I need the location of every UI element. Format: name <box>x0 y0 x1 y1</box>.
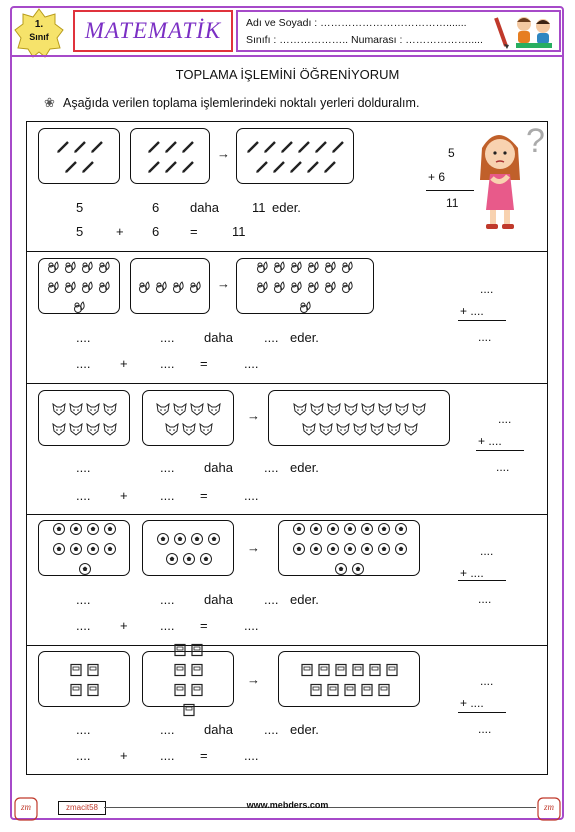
book-icon <box>190 643 204 657</box>
vertical-top-number: 5 <box>448 146 455 160</box>
pencil-icon <box>246 140 260 154</box>
pencil-icon <box>331 140 345 154</box>
eder-word: eder. <box>290 592 319 607</box>
sum-text: 11 <box>252 200 266 215</box>
soccer-ball-icon <box>69 522 83 536</box>
plus-sign: + <box>120 618 128 633</box>
book-icon <box>173 683 187 697</box>
sum-text[interactable]: .... <box>264 460 279 475</box>
squirrel-icon <box>47 280 61 294</box>
fox-icon <box>412 402 426 416</box>
squirrel-icon <box>138 280 152 294</box>
squirrel-icon <box>299 300 313 314</box>
flower-bullet-icon: ❀ <box>44 95 55 110</box>
book-icon <box>351 663 365 677</box>
fox-icon <box>52 402 66 416</box>
vertical-sum-number[interactable]: .... <box>478 330 492 344</box>
vertical-sum-number[interactable]: .... <box>496 460 510 474</box>
group-a-box <box>38 651 130 707</box>
soccer-ball-icon <box>182 552 196 566</box>
fox-icon <box>52 422 66 436</box>
vertical-plus-number[interactable]: + .... <box>460 696 484 710</box>
svg-text:?: ? <box>526 122 545 160</box>
group-b-box <box>130 258 210 314</box>
soccer-ball-icon <box>199 552 213 566</box>
book-icon <box>173 643 187 657</box>
soccer-ball-icon <box>377 522 391 536</box>
arrow-right-icon: → <box>247 540 260 555</box>
soccer-ball-icon <box>86 542 100 556</box>
fox-icon <box>370 422 384 436</box>
fox-icon <box>86 402 100 416</box>
row-divider <box>26 251 548 252</box>
fox-icon <box>103 422 117 436</box>
vertical-plus-number[interactable]: + .... <box>478 434 502 448</box>
squirrel-icon <box>98 260 112 274</box>
soccer-ball-icon <box>103 542 117 556</box>
group-sum-box <box>236 258 374 314</box>
source-tag: zmacit58 <box>58 801 106 815</box>
book-icon <box>334 663 348 677</box>
equation-sum-text: 11 <box>232 224 246 239</box>
equation-sum-text[interactable]: .... <box>244 488 259 503</box>
vertical-plus-number[interactable]: + .... <box>460 566 484 580</box>
fox-icon <box>361 402 375 416</box>
pencil-icon <box>73 140 87 154</box>
book-icon <box>368 663 382 677</box>
squirrel-icon <box>81 280 95 294</box>
equation-b-text[interactable]: .... <box>160 618 175 633</box>
soccer-ball-icon <box>52 522 66 536</box>
squirrel-icon <box>189 280 203 294</box>
pencil-icon <box>263 140 277 154</box>
name-field[interactable]: Adı ve Soyadı : ………………………………....... <box>246 17 467 29</box>
squirrel-icon <box>155 280 169 294</box>
daha-word: daha <box>190 200 219 215</box>
instruction-text: Aşağıda verilen toplama işlemlerindeki noktalı yerleri dolduralım. <box>63 96 420 110</box>
vertical-sum-number[interactable]: .... <box>478 722 492 736</box>
book-icon <box>343 683 357 697</box>
vertical-top-number[interactable]: .... <box>480 544 494 558</box>
number-a-text[interactable]: .... <box>76 460 91 475</box>
equals-sign: = <box>200 748 208 763</box>
soccer-ball-icon <box>351 562 365 576</box>
number-b-text[interactable]: .... <box>160 722 175 737</box>
group-a-box <box>38 390 130 446</box>
book-icon <box>190 683 204 697</box>
fox-icon <box>395 402 409 416</box>
squirrel-icon <box>273 280 287 294</box>
squirrel-icon <box>307 280 321 294</box>
arrow-right-icon: → <box>217 276 230 291</box>
book-icon <box>69 683 83 697</box>
equation-b-text[interactable]: .... <box>160 488 175 503</box>
equals-sign: = <box>190 224 198 239</box>
pencil-icon <box>314 140 328 154</box>
zm-logo-left-text: zm <box>20 802 31 812</box>
group-sum-box <box>278 520 420 576</box>
number-a-text[interactable]: .... <box>76 330 91 345</box>
pencil-icon <box>181 140 195 154</box>
equation-a-text[interactable]: .... <box>76 748 91 763</box>
fox-icon <box>310 402 324 416</box>
fox-icon <box>103 402 117 416</box>
equation-a-text: 5 <box>76 224 84 239</box>
vertical-sum-line <box>458 580 506 581</box>
squirrel-icon <box>341 260 355 274</box>
plus-sign: + <box>116 224 124 239</box>
equals-sign: = <box>200 356 208 371</box>
fox-icon <box>319 422 333 436</box>
fox-icon <box>199 422 213 436</box>
equals-sign: = <box>200 618 208 633</box>
number-b-text[interactable]: .... <box>160 330 175 345</box>
row-divider <box>26 645 548 646</box>
group-b-box <box>142 651 234 707</box>
grade-badge <box>14 8 64 58</box>
pencil-icon <box>289 160 303 174</box>
book-icon <box>385 663 399 677</box>
soccer-ball-icon <box>86 522 100 536</box>
pencil-icon <box>272 160 286 174</box>
book-icon <box>309 683 323 697</box>
book-icon <box>69 663 83 677</box>
children-writing-icon <box>488 12 556 50</box>
vertical-top-number[interactable]: .... <box>498 412 512 426</box>
pencil-icon <box>81 160 95 174</box>
vertical-top-number[interactable]: .... <box>480 674 494 688</box>
sum-text[interactable]: .... <box>264 592 279 607</box>
equation-a-text[interactable]: .... <box>76 356 91 371</box>
squirrel-icon <box>290 280 304 294</box>
soccer-ball-icon <box>334 562 348 576</box>
soccer-ball-icon <box>309 522 323 536</box>
soccer-ball-icon <box>343 542 357 556</box>
soccer-ball-icon <box>69 542 83 556</box>
page-heading: TOPLAMA İŞLEMİNİ ÖĞRENİYORUM <box>175 67 400 82</box>
soccer-ball-icon <box>360 542 374 556</box>
soccer-ball-icon <box>343 522 357 536</box>
fox-icon <box>404 422 418 436</box>
soccer-ball-icon <box>394 542 408 556</box>
pencil-icon <box>181 160 195 174</box>
number-a-text: 5 <box>76 200 84 215</box>
squirrel-icon <box>64 280 78 294</box>
equation-sum-text[interactable]: .... <box>244 618 259 633</box>
vertical-plus-number[interactable]: + .... <box>460 304 484 318</box>
row-divider <box>26 383 548 384</box>
eder-word: eder. <box>290 330 319 345</box>
book-icon <box>86 663 100 677</box>
group-b-box <box>130 128 210 184</box>
number-a-text[interactable]: .... <box>76 722 91 737</box>
eder-word: eder. <box>290 460 319 475</box>
equation-b-text: 6 <box>152 224 160 239</box>
number-a-text[interactable]: .... <box>76 592 91 607</box>
soccer-ball-icon <box>326 522 340 536</box>
fox-icon <box>156 402 170 416</box>
squirrel-icon <box>256 280 270 294</box>
equation-a-text[interactable]: .... <box>76 488 91 503</box>
book-icon <box>360 683 374 697</box>
vertical-sum-number[interactable]: .... <box>478 592 492 606</box>
subject-title-box <box>73 10 233 52</box>
group-sum-box <box>278 651 420 707</box>
squirrel-icon <box>64 260 78 274</box>
vertical-sum-line <box>458 320 506 321</box>
soccer-ball-icon <box>190 532 204 546</box>
group-a-box <box>38 520 130 576</box>
squirrel-icon <box>290 260 304 274</box>
group-a-box <box>38 258 120 314</box>
number-b-text[interactable]: .... <box>160 460 175 475</box>
fox-icon <box>173 402 187 416</box>
pencil-icon <box>64 160 78 174</box>
daha-word: daha <box>204 460 233 475</box>
pencil-icon <box>164 160 178 174</box>
number-b-text: 6 <box>152 200 160 215</box>
equation-sum-text[interactable]: .... <box>244 356 259 371</box>
fox-icon <box>86 422 100 436</box>
book-icon <box>86 683 100 697</box>
daha-word: daha <box>204 592 233 607</box>
arrow-right-icon: → <box>217 146 230 161</box>
soccer-ball-icon <box>165 552 179 566</box>
soccer-ball-icon <box>156 532 170 546</box>
pencil-icon <box>147 160 161 174</box>
equals-sign: = <box>200 488 208 503</box>
fox-icon <box>207 402 221 416</box>
sum-text[interactable]: .... <box>264 330 279 345</box>
pencil-icon <box>164 140 178 154</box>
soccer-ball-icon <box>173 532 187 546</box>
soccer-ball-icon <box>377 542 391 556</box>
row-divider <box>26 514 548 515</box>
pencil-icon <box>306 160 320 174</box>
pencil-icon <box>56 140 70 154</box>
pencil-icon <box>147 140 161 154</box>
header-divider <box>11 55 563 57</box>
eder-word: eder. <box>290 722 319 737</box>
arrow-right-icon: → <box>247 408 260 423</box>
fox-icon <box>69 402 83 416</box>
group-sum-box <box>268 390 450 446</box>
class-number-field[interactable]: Sınıfı : ……………….. Numarası : ………………..... <box>246 34 483 46</box>
vertical-sum-line <box>426 190 474 191</box>
group-b-box <box>142 520 234 576</box>
equation-b-text[interactable]: .... <box>160 748 175 763</box>
soccer-ball-icon <box>103 522 117 536</box>
equation-a-text[interactable]: .... <box>76 618 91 633</box>
squirrel-icon <box>47 260 61 274</box>
eder-word: eder. <box>272 200 301 215</box>
plus-sign: + <box>120 356 128 371</box>
book-icon <box>300 663 314 677</box>
grade-label: Sınıf <box>29 32 49 42</box>
soccer-ball-icon <box>78 562 92 576</box>
number-b-text[interactable]: .... <box>160 592 175 607</box>
plus-sign: + <box>120 488 128 503</box>
group-sum-box <box>236 128 354 184</box>
equation-b-text[interactable]: .... <box>160 356 175 371</box>
fox-icon <box>336 422 350 436</box>
pencil-icon <box>90 140 104 154</box>
group-b-box <box>142 390 234 446</box>
arrow-right-icon: → <box>247 672 260 687</box>
squirrel-icon <box>98 280 112 294</box>
fox-icon <box>293 402 307 416</box>
fox-icon <box>344 402 358 416</box>
pencil-icon <box>280 140 294 154</box>
fox-icon <box>69 422 83 436</box>
squirrel-icon <box>324 260 338 274</box>
book-icon <box>377 683 391 697</box>
book-icon <box>190 663 204 677</box>
equation-sum-text[interactable]: .... <box>244 748 259 763</box>
vertical-sum-number: 11 <box>446 196 459 210</box>
squirrel-icon <box>341 280 355 294</box>
soccer-ball-icon <box>207 532 221 546</box>
fox-icon <box>387 422 401 436</box>
book-icon <box>326 683 340 697</box>
fox-icon <box>182 422 196 436</box>
fox-icon <box>302 422 316 436</box>
soccer-ball-icon <box>292 522 306 536</box>
fox-icon <box>327 402 341 416</box>
pencil-icon <box>255 160 269 174</box>
sum-text[interactable]: .... <box>264 722 279 737</box>
squirrel-icon <box>172 280 186 294</box>
fox-icon <box>378 402 392 416</box>
daha-word: daha <box>204 330 233 345</box>
soccer-ball-icon <box>292 542 306 556</box>
book-icon <box>317 663 331 677</box>
plus-sign: + <box>120 748 128 763</box>
soccer-ball-icon <box>309 542 323 556</box>
squirrel-icon <box>256 260 270 274</box>
squirrel-icon <box>81 260 95 274</box>
book-icon <box>182 703 196 717</box>
group-a-box <box>38 128 120 184</box>
soccer-ball-icon <box>394 522 408 536</box>
vertical-plus-number: + 6 <box>428 170 446 184</box>
squirrel-icon <box>324 280 338 294</box>
website-label[interactable]: www.mebders.com <box>246 800 329 810</box>
zm-logo-right-text: zm <box>543 802 554 812</box>
fox-icon <box>165 422 179 436</box>
book-icon <box>173 663 187 677</box>
fox-icon <box>353 422 367 436</box>
grade-number: 1. <box>34 19 44 30</box>
squirrel-icon <box>307 260 321 274</box>
vertical-top-number[interactable]: .... <box>480 282 494 296</box>
squirrel-icon <box>273 260 287 274</box>
squirrel-icon <box>73 300 87 314</box>
vertical-sum-line <box>458 712 506 713</box>
subject-title: MATEMATİK <box>84 18 222 43</box>
thinking-girl-icon <box>470 118 550 236</box>
soccer-ball-icon <box>360 522 374 536</box>
soccer-ball-icon <box>52 542 66 556</box>
pencil-icon <box>323 160 337 174</box>
fox-icon <box>190 402 204 416</box>
daha-word: daha <box>204 722 233 737</box>
soccer-ball-icon <box>326 542 340 556</box>
vertical-sum-line <box>476 450 524 451</box>
pencil-icon <box>297 140 311 154</box>
